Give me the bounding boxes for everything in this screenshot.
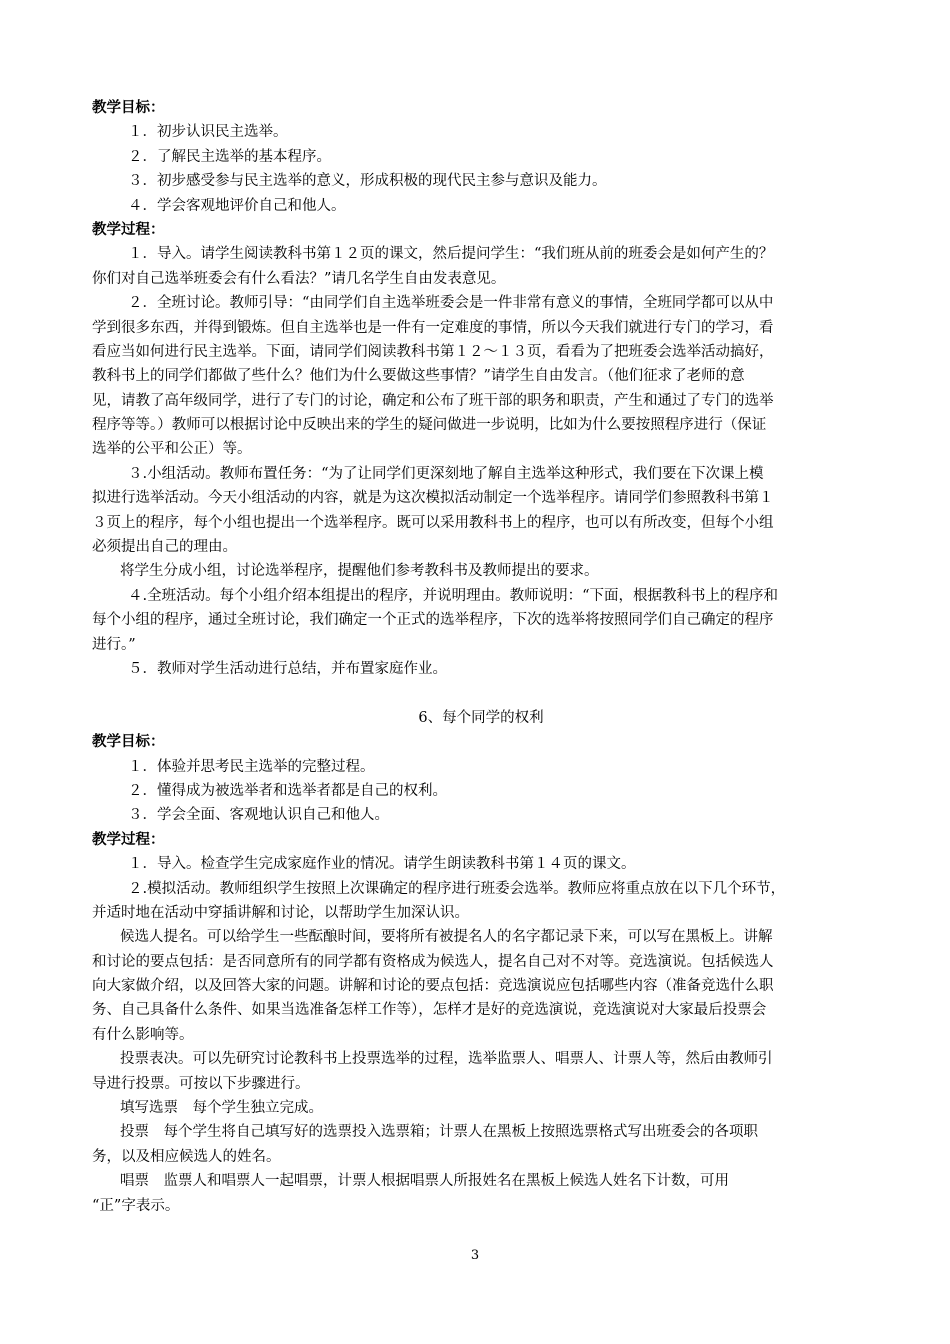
process-line: 候选人提名。可以给学生一些酝酿时间，要将所有被提名人的名字都记录下来，可以写在黑板上。讲解 [120,929,773,946]
goal-item: ３．学会全面、客观地认识自己和他人。 [128,807,389,824]
process-line: 每个小组的程序，通过全班讨论，我们确定一个正式的选举程序，下次的选举将按照同学们自己确定的程序 [92,612,774,629]
process-line: “正”字表示。 [92,1197,180,1214]
process-line: 学到很多东西，并得到锻炼。但自主选举也是一件有一定难度的事情，所以今天我们就进行专门的学习，看 [92,319,774,336]
lesson-title: 6、每个同学的权利 [418,709,544,726]
process-line: 务，以及相应候选人的姓名。 [92,1148,281,1165]
process-line: １．导入。请学生阅读教科书第１２页的课文，然后提问学生：“我们班从前的班委会是如何产生的？ [128,246,774,263]
process-line: 唱票 监票人和唱票人一起唱票，计票人根据唱票人所报姓名在黑板上候选人姓名下计数，可用 [120,1173,729,1190]
spacer [92,681,870,705]
process-line: ３.小组活动。教师布置任务：“为了让同学们更深刻地了解自主选举这种形式，我们要在下次课上模 [128,465,764,482]
process-line: 导进行投票。可按以下步骤进行。 [92,1075,310,1092]
process-line: 和讨论的要点包括：是否同意所有的同学都有资格成为候选人，提名自己对不对等。竞选演说。包括候选人 [92,953,774,970]
process-line: ４.全班活动。每个小组介绍本组提出的程序，并说明理由。教师说明：“下面，根据教科书上的程序和 [128,587,779,604]
process-line: 选举的公平和公正）等。 [92,441,252,458]
process-line: 你们对自己选举班委会有什么看法？”请几名学生自由发表意见。 [92,270,506,287]
process-line: 并适时地在活动中穿插讲解和讨论，以帮助学生加深认识。 [92,904,469,921]
process-line: 有什么影响等。 [92,1026,194,1043]
process-line: 必须提出自己的理由。 [92,539,237,556]
page-number: 3 [470,1248,480,1263]
goal-item: ３．初步感受参与民主选举的意义，形成积极的现代民主参与意识及能力。 [128,173,607,190]
goals-heading: 教学目标： [92,734,165,751]
goals-heading: 教学目标： [92,100,165,116]
process-heading: 教学过程： [92,221,165,238]
process-line: 见，请教了高年级同学，进行了专门的讨论，确定和公布了班干部的职务和职责，产生和通过了专门的选举 [92,392,774,409]
process-line: 进行。” [92,636,136,653]
process-line: ５．教师对学生活动进行总结，并布置家庭作业。 [128,660,447,677]
process-line: 拟进行选举活动。今天小组活动的内容，就是为这次模拟活动制定一个选举程序。请同学们参照教科书第１ [92,490,774,507]
process-line: 投票 每个学生将自己填写好的选票投入选票箱；计票人在黑板上按照选票格式写出班委会的各项职 [120,1124,758,1141]
document-page [92,96,870,1218]
process-line: 务、自己具备什么条件、如果当选准备怎样工作等），怎样才是好的竞选演说，竞选演说对大家最后投票会 [92,1002,767,1019]
process-line: 看应当如何进行民主选举。下面，请同学们阅读教科书第１２～１３页，看看为了把班委会选举活动搞好， [92,343,774,360]
process-line: １．导入。检查学生完成家庭作业的情况。请学生朗读教科书第１４页的课文。 [128,856,636,873]
process-line: 将学生分成小组，讨论选举程序，提醒他们参考教科书及教师提出的要求。 [120,563,599,580]
goal-item: １．初步认识民主选举。 [128,124,288,141]
process-line: 填写选票 每个学生独立完成。 [120,1100,323,1117]
goal-item: ２．懂得成为被选举者和选举者都是自己的权利。 [128,782,447,799]
process-line: 投票表决。可以先研究讨论教科书上投票选举的过程，选举监票人、唱票人、计票人等，然后由教师引 [120,1051,773,1068]
process-line: 教科书上的同学们都做了些什么？他们为什么要做这些事情？”请学生自由发言。（他们征求了老师的意 [92,368,745,385]
process-heading: 教学过程： [92,831,165,848]
process-line: ３页上的程序，每个小组也提出一个选举程序。既可以采用教科书上的程序，也可以有所改变，但每个小组 [92,514,774,531]
process-line: ２.模拟活动。教师组织学生按照上次课确定的程序进行班委会选举。教师应将重点放在以下几个环节， [128,880,786,897]
goal-item: １．体验并思考民主选举的完整过程。 [128,758,375,775]
process-line: 程序等等。）教师可以根据讨论中反映出来的学生的疑问做进一步说明，比如为什么要按照程序进行（保证 [92,417,767,434]
goal-item: ２．了解民主选举的基本程序。 [128,148,331,165]
process-line: 向大家做介绍，以及回答大家的问题。讲解和讨论的要点包括：竞选演说应包括哪些内容（准备竞选什么职 [92,978,774,995]
process-line: ２．全班讨论。教师引导：“由同学们自主选举班委会是一件非常有意义的事情，全班同学都可以从中 [128,295,774,312]
goal-item: ４．学会客观地评价自己和他人。 [128,197,346,214]
